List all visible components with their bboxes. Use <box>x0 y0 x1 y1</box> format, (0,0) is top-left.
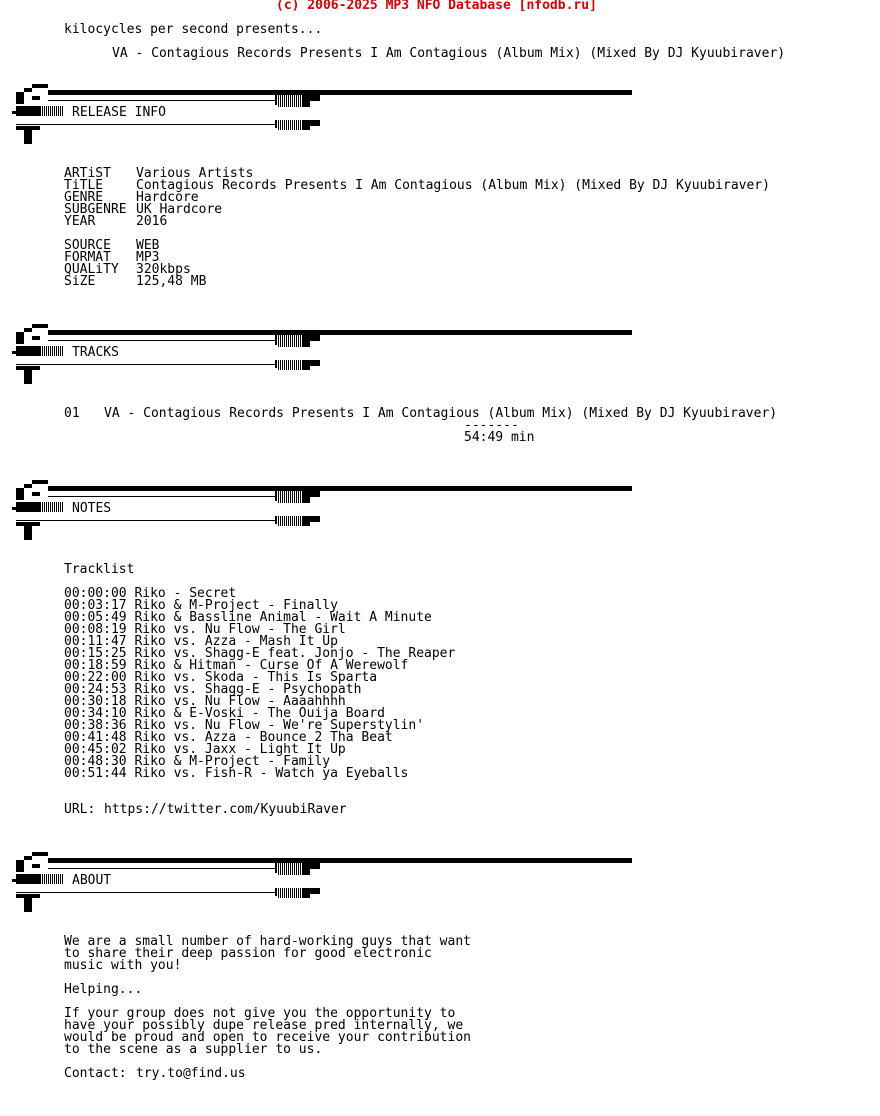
about-line: If your group does not give you the opportunity to <box>64 1006 456 1021</box>
about-line: to the scene as a supplier to us. <box>64 1042 323 1057</box>
info-value: Contagious Records Presents I Am Contagious (Album Mix) (Mixed By DJ Kyuubiraver) <box>136 178 770 193</box>
info-value: 320kbps <box>136 262 191 277</box>
tracklist-item: 00:00:00 Riko - Secret <box>64 586 237 601</box>
url-label: URL: <box>64 802 96 817</box>
tracklist-item: 00:05:49 Riko & Bassline Animal - Wait A Minute <box>64 610 432 625</box>
about-line: have your possibly dupe release pred internally, we <box>64 1018 464 1033</box>
contact-email[interactable]: try.to@find.us <box>136 1066 246 1081</box>
section-header-notes <box>0 480 640 544</box>
info-key: YEAR <box>64 214 96 229</box>
about-line: We are a small number of hard-working guys that want <box>64 934 471 949</box>
tracklist-item: 00:22:00 Riko vs. Skoda - This Is Sparta <box>64 670 378 685</box>
info-value: 2016 <box>136 214 168 229</box>
release-title: VA - Contagious Records Presents I Am Contagious (Album Mix) (Mixed By DJ Kyuubiraver) <box>112 46 786 61</box>
info-value: WEB <box>136 238 160 253</box>
tracklist-item: 00:48:30 Riko & M-Project - Family <box>64 754 331 769</box>
tracklist-item: 00:24:53 Riko vs. Shagg-E - Psychopath <box>64 682 362 697</box>
info-value: Various Artists <box>136 166 254 181</box>
tracklist-item: 00:51:44 Riko vs. Fish-R - Watch ya Eyeballs <box>64 766 409 781</box>
url-link[interactable]: https://twitter.com/KyuubiRaver <box>104 802 347 817</box>
section-title: TRACKS <box>72 345 119 360</box>
info-value: Hardcore <box>136 190 199 205</box>
track-number: 01 <box>64 406 80 421</box>
tracklist-item: 00:18:59 Riko & Hitman - Curse Of A Werewolf <box>64 658 409 673</box>
about-line: music with you! <box>64 958 182 973</box>
info-key: SOURCE <box>64 238 111 253</box>
info-value: UK Hardcore <box>136 202 223 217</box>
copyright-banner[interactable]: (c) 2006-2025 MP3 NFO Database [nfodb.ru] <box>276 0 597 13</box>
tracklist-item: 00:45:02 Riko vs. Jaxx - Light It Up <box>64 742 346 757</box>
info-value: 125,48 MB <box>136 274 207 289</box>
section-header-about <box>0 852 640 916</box>
about-helping: Helping... <box>64 982 143 997</box>
tracklist-item: 00:30:18 Riko vs. Nu Flow - Aaaahhhh <box>64 694 346 709</box>
track-separator: ------- <box>464 418 519 433</box>
presents-line: kilocycles per second presents... <box>64 22 323 37</box>
section-header-release-info <box>0 84 640 148</box>
section-title: ABOUT <box>72 873 112 888</box>
info-key: GENRE <box>64 190 104 205</box>
info-key: QUALiTY <box>64 262 119 277</box>
info-key: ARTiST <box>64 166 111 181</box>
tracklist-item: 00:34:10 Riko & E-Voski - The Ouija Board <box>64 706 385 721</box>
tracklist-item: 00:11:47 Riko vs. Azza - Mash It Up <box>64 634 338 649</box>
tracklist-item: 00:38:36 Riko vs. Nu Flow - We're Superstylin' <box>64 718 425 733</box>
info-key: SiZE <box>64 274 96 289</box>
contact-label: Contact: <box>64 1066 127 1081</box>
info-key: FORMAT <box>64 250 111 265</box>
tracklist-item: 00:03:17 Riko & M-Project - Finally <box>64 598 338 613</box>
tracklist-item: 00:41:48 Riko vs. Azza - Bounce 2 Tha Beat <box>64 730 393 745</box>
track-title: VA - Contagious Records Presents I Am Contagious (Album Mix) (Mixed By DJ Kyuubiraver) <box>104 406 778 421</box>
tracklist-item: 00:08:19 Riko vs. Nu Flow - The Girl <box>64 622 346 637</box>
info-key: SUBGENRE <box>64 202 127 217</box>
info-key: TiTLE <box>64 178 104 193</box>
section-header-tracks <box>0 324 640 388</box>
track-total-time: 54:49 min <box>464 430 535 445</box>
tracklist-heading: Tracklist <box>64 562 135 577</box>
tracklist-item: 00:15:25 Riko vs. Shagg-E feat. Jonjo - The Reaper <box>64 646 456 661</box>
about-line: would be proud and open to receive your contribution <box>64 1030 471 1045</box>
section-title: RELEASE INFO <box>72 105 166 120</box>
info-value: MP3 <box>136 250 160 265</box>
about-line: to share their deep passion for good electronic <box>64 946 432 961</box>
section-title: NOTES <box>72 501 112 516</box>
